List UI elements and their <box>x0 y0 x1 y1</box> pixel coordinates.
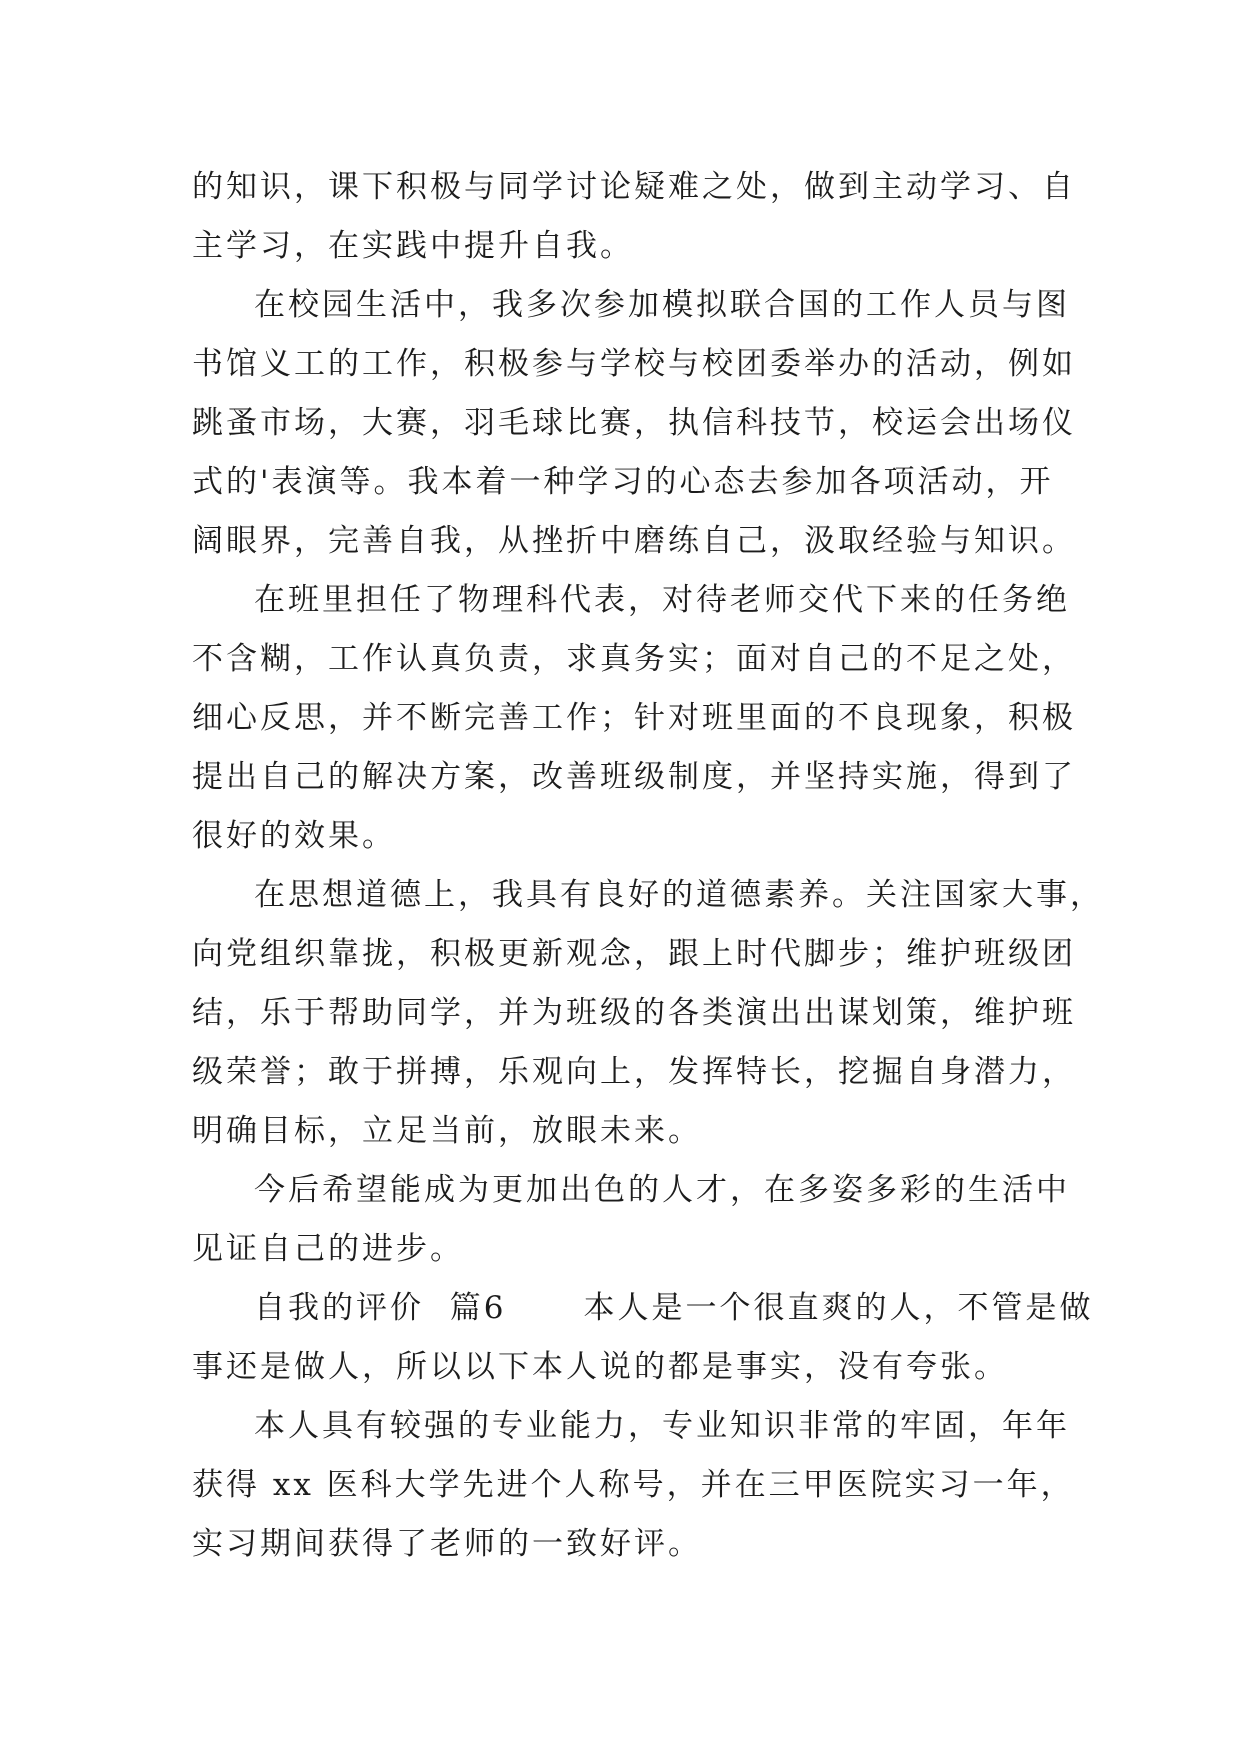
text-line: 细心反思，并不断完善工作；针对班里面的不良现象，积极 <box>192 700 1076 736</box>
text-line: 获得 xx 医科大学先进个人称号，并在三甲医院实习一年， <box>192 1467 1075 1503</box>
text-line: 提出自己的解决方案，改善班级制度，并坚持实施，得到了 <box>192 759 1076 795</box>
text-line: 见证自己的进步。 <box>192 1231 464 1267</box>
text-line: 级荣誉；敢于拼搏，乐观向上，发挥特长，挖掘自身潜力， <box>192 1054 1076 1090</box>
text-line: 主学习，在实践中提升自我。 <box>192 228 634 264</box>
text-line: 跳蚤市场，大赛，羽毛球比赛，执信科技节，校运会出场仪 <box>192 405 1076 441</box>
text-line: 很好的效果。 <box>192 818 396 854</box>
paragraph-start-line: 今后希望能成为更加出色的人才，在多姿多彩的生活中 <box>254 1172 1070 1208</box>
paragraph-start-line: 本人具有较强的专业能力，专业知识非常的牢固，年年 <box>254 1408 1070 1444</box>
text-line: 不含糊，工作认真负责，求真务实；面对自己的不足之处， <box>192 641 1076 677</box>
text-line: 事还是做人，所以以下本人说的都是事实，没有夸张。 <box>192 1349 1008 1385</box>
text-line: 向党组织靠拢，积极更新观念，跟上时代脚步；维护班级团 <box>192 936 1076 972</box>
text-line: 书馆义工的工作，积极参与学校与校团委举办的活动，例如 <box>192 346 1076 382</box>
text-line: 实习期间获得了老师的一致好评。 <box>192 1526 702 1562</box>
paragraph-start-line: 在思想道德上，我具有良好的道德素养。关注国家大事， <box>254 877 1104 913</box>
text-line: 式的'表演等。我本着一种学习的心态去参加各项活动，开 <box>192 464 1054 500</box>
text-line: 阔眼界，完善自我，从挫折中磨练自己，汲取经验与知识。 <box>192 523 1076 559</box>
text-line: 的知识，课下积极与同学讨论疑难之处，做到主动学习、自 <box>192 169 1076 205</box>
section-heading-line: 自我的评价 篇6 本人是一个很直爽的人，不管是做 <box>254 1290 1094 1326</box>
text-line: 明确目标，立足当前，放眼未来。 <box>192 1113 702 1149</box>
paragraph-start-line: 在校园生活中，我多次参加模拟联合国的工作人员与图 <box>254 287 1070 323</box>
text-line: 结，乐于帮助同学，并为班级的各类演出出谋划策，维护班 <box>192 995 1076 1031</box>
paragraph-start-line: 在班里担任了物理科代表，对待老师交代下来的任务绝 <box>254 582 1070 618</box>
